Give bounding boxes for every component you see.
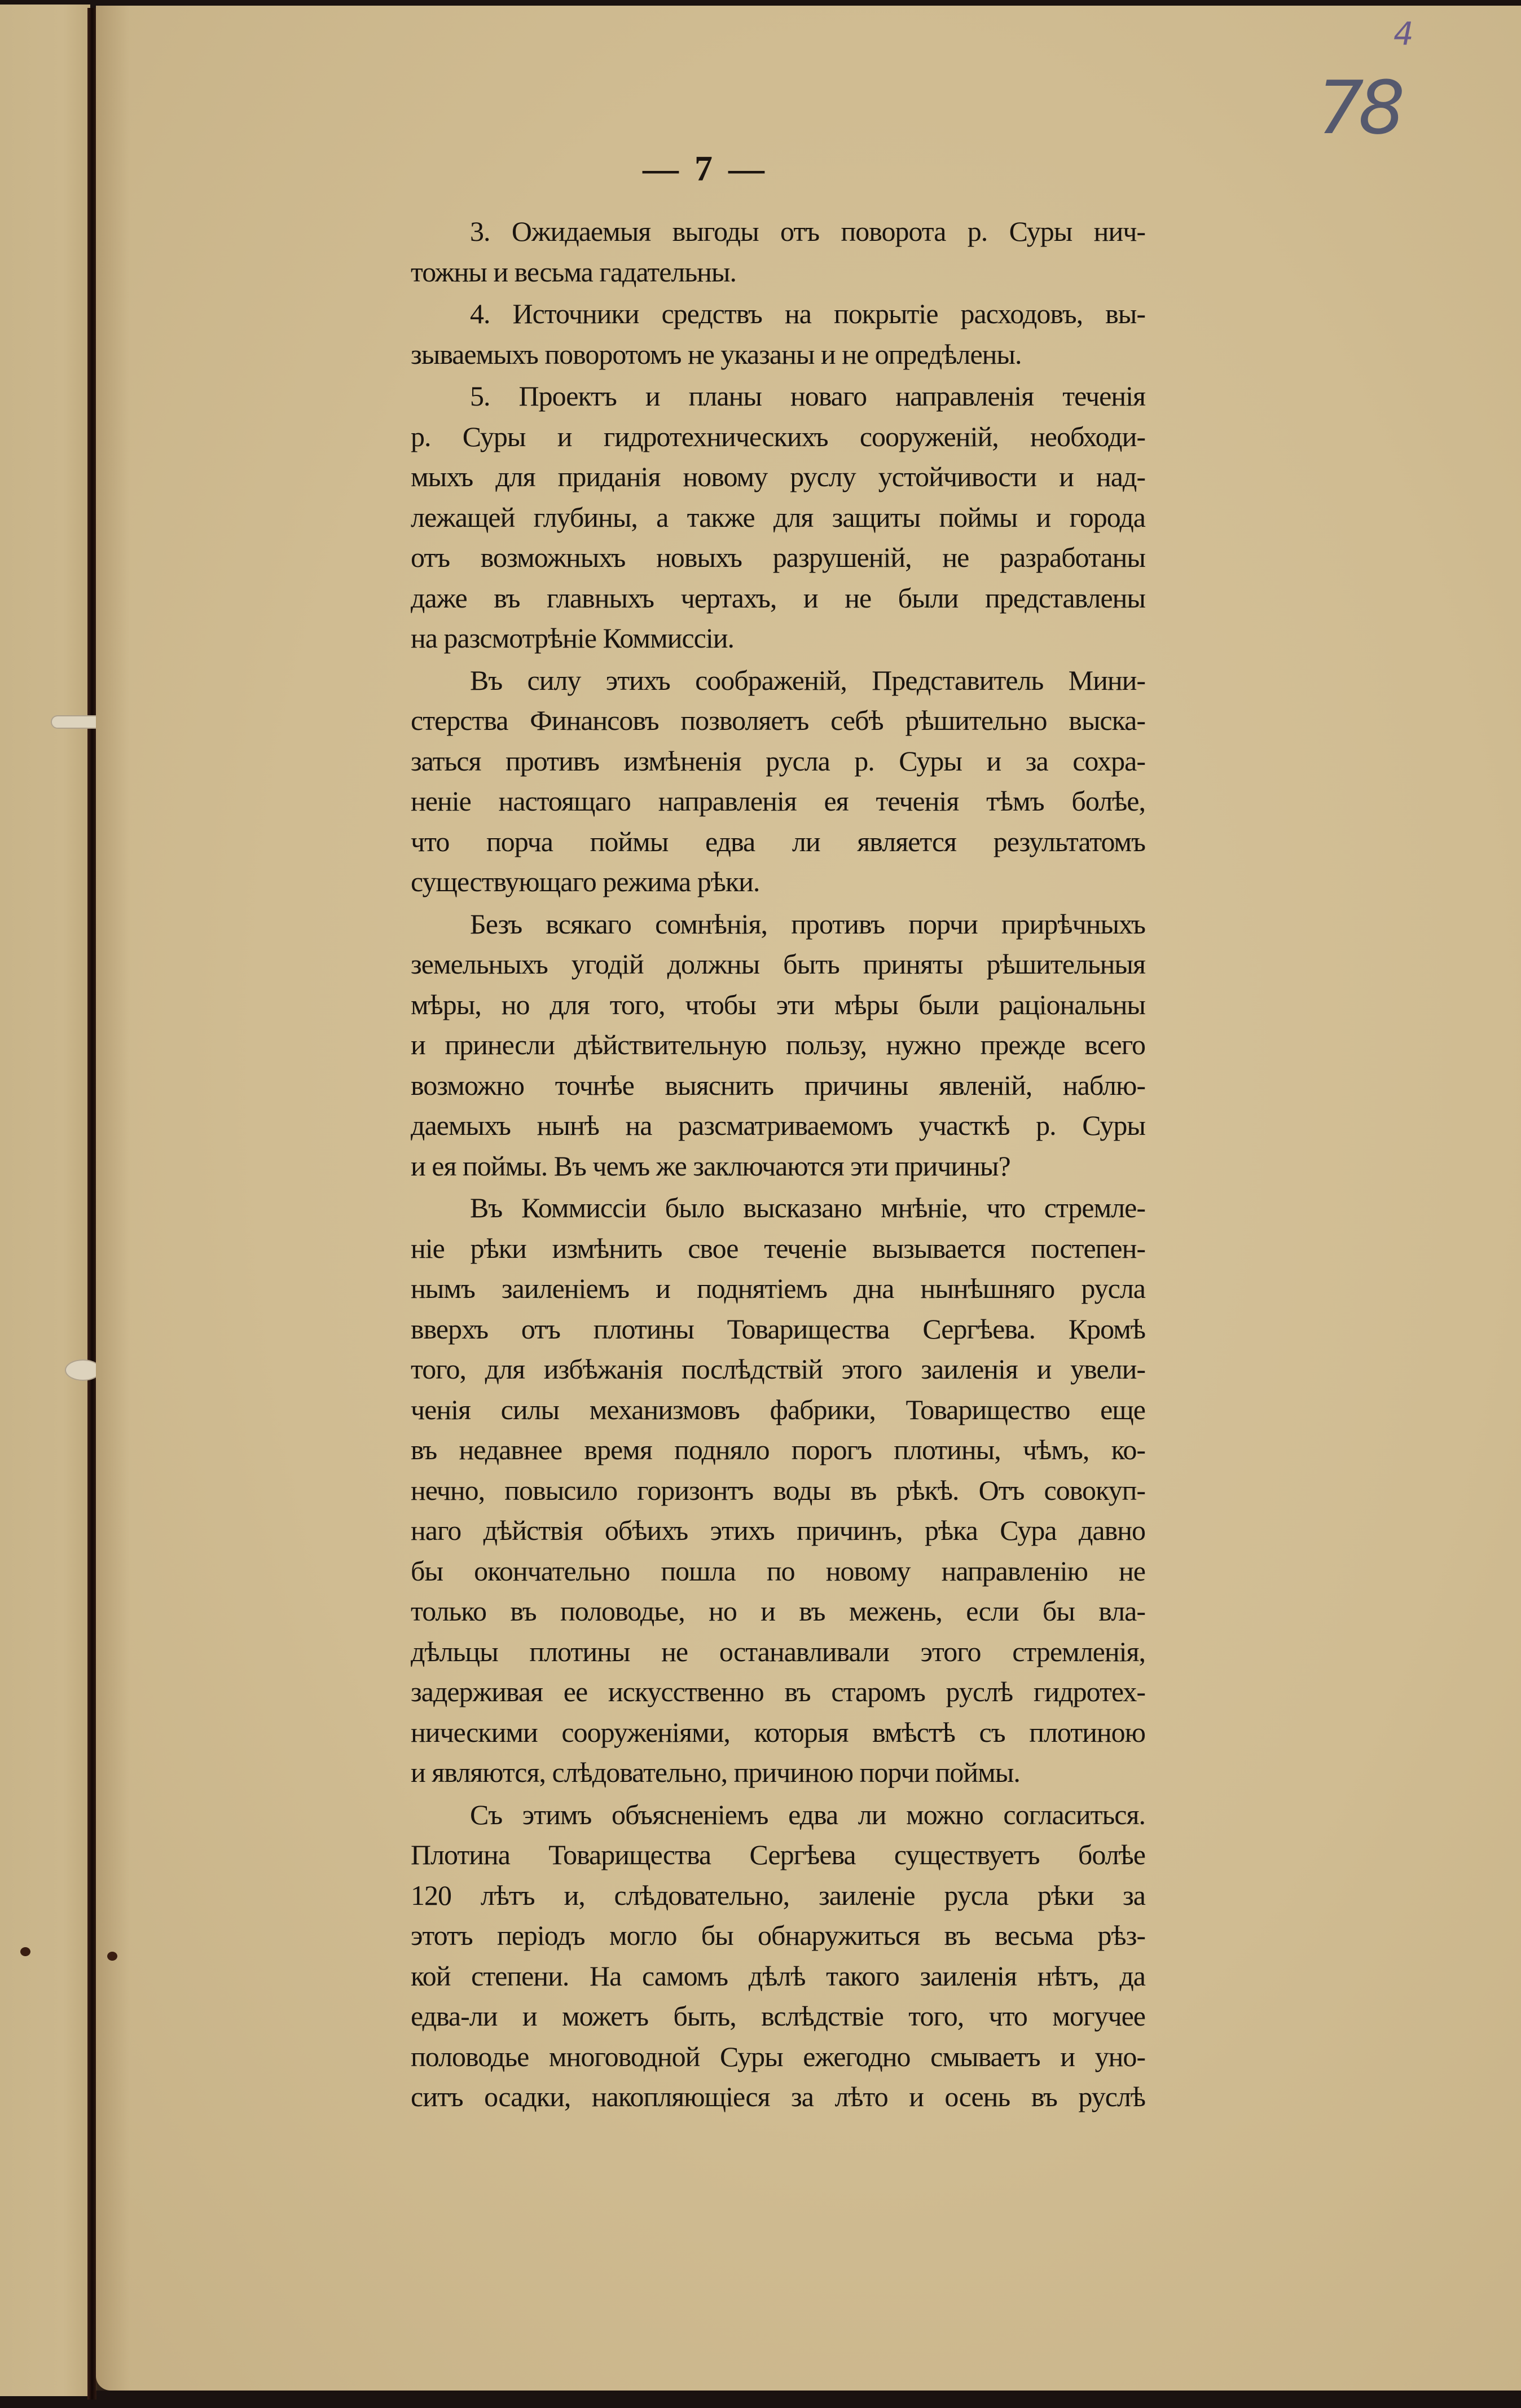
text-line: ченія силы механизмовъ фабрики, Товарищество еще [411, 1393, 1145, 1425]
text-line: вверхъ отъ плотины Товарищества Сергѣева. Кромѣ [411, 1313, 1145, 1345]
text-line: существующаго режима рѣки. [411, 866, 760, 897]
text-line: заться противъ измѣненія русла р. Суры и за сохра- [411, 745, 1145, 777]
text-line: нымъ заиленіемъ и поднятіемъ дна нынѣшняго русла [411, 1273, 1145, 1304]
text-line: стерства Финансовъ позволяетъ себѣ рѣшительно выска- [411, 705, 1145, 736]
paragraph [411, 1188, 1145, 1793]
archive-sheet-number-large: 78 [1317, 65, 1400, 151]
text-line: даемыхъ нынѣ на разсматриваемомъ участкѣ р. Суры [411, 1110, 1145, 1141]
archive-sheet-number-small: 4 [1393, 16, 1414, 52]
text-line: Въ Коммиссіи было высказано мнѣніе, что стремле- [470, 1192, 1145, 1223]
text-line: 4. Источники средствъ на покрытіе расходовъ, вы- [470, 298, 1145, 329]
text-line: мыхъ для приданія новому руслу устойчивости и над- [411, 461, 1145, 492]
text-line: кой степени. На самомъ дѣлѣ такого заиленія нѣтъ, да [411, 1960, 1145, 1992]
text-line: Съ этимъ объясненіемъ едва ли можно согласиться. [470, 1798, 1145, 1830]
paragraph [411, 376, 1145, 659]
text-line: неніе настоящаго направленія ея теченія тѣмъ болѣе, [411, 785, 1145, 817]
text-line: тожны и весьма гадательны. [411, 256, 737, 288]
binding-hole [20, 1947, 30, 1956]
text-line: и ея поймы. Въ чемъ же заключаются эти причины? [411, 1150, 1010, 1182]
text-line: только въ половодье, но и въ межень, если бы вла- [411, 1595, 1145, 1627]
text-line: р. Суры и гидротехническихъ сооруженій, необходи- [411, 420, 1145, 452]
paragraph [411, 661, 1145, 903]
text-line: 3. Ожидаемыя выгоды отъ поворота р. Суры нич- [470, 215, 1145, 247]
page-number: — 7 — [643, 148, 768, 188]
text-line: зываемыхъ поворотомъ не указаны и не опредѣлены. [411, 338, 1022, 370]
text-line: ническими сооруженіями, которыя вмѣстѣ съ плотиною [411, 1716, 1145, 1748]
text-line: на разсмотрѣніе Коммиссіи. [411, 622, 734, 654]
previous-page-edge [0, 5, 90, 2396]
text-line: ситъ осадки, накопляющіеся за лѣто и осень въ руслѣ [411, 2081, 1145, 2112]
paragraph [411, 212, 1145, 292]
text-line: Безъ всякаго сомнѣнія, противъ порчи прирѣчныхъ [470, 908, 1145, 940]
text-line: мѣры, но для того, чтобы эти мѣры были раціональны [411, 988, 1145, 1020]
book-spine [87, 8, 96, 2400]
text-line: едва-ли и можетъ быть, вслѣдствіе того, что могучее [411, 2000, 1145, 2032]
text-line: того, для избѣжанія послѣдствій этого заиленія и увели- [411, 1353, 1145, 1385]
binding-hole [107, 1952, 117, 1961]
text-line: этотъ періодъ могло бы обнаружиться въ весьма рѣз- [411, 1920, 1145, 1951]
text-line: 5. Проектъ и планы новаго направленія теченія [470, 380, 1145, 412]
text-line: половодье многоводной Суры ежегодно смываетъ и уно- [411, 2040, 1145, 2072]
paragraph [411, 1795, 1145, 2118]
text-line: задерживая ее искусственно въ старомъ руслѣ гидротех- [411, 1676, 1145, 1707]
text-line: что порча поймы едва ли является результатомъ [411, 825, 1145, 857]
text-line: Плотина Товарищества Сергѣева существуетъ болѣе [411, 1839, 1145, 1870]
text-line: и принесли дѣйствительную пользу, нужно прежде всего [411, 1029, 1145, 1060]
text-line: земельныхъ угодій должны быть приняты рѣшительныя [411, 948, 1145, 980]
text-line: отъ возможныхъ новыхъ разрушеній, не разработаны [411, 542, 1145, 573]
text-line: нечно, повысило горизонтъ воды въ рѣкѣ. Отъ совокуп- [411, 1474, 1145, 1506]
body-text [411, 212, 1145, 2118]
text-line: и являются, слѣдовательно, причиною порчи поймы. [411, 1757, 1020, 1788]
paragraph [411, 904, 1145, 1187]
text-line: дѣльцы плотины не останавливали этого стремленія, [411, 1635, 1145, 1667]
text-line: бы окончательно пошла по новому направленію не [411, 1555, 1145, 1587]
text-line: даже въ главныхъ чертахъ, и не были представлены [411, 582, 1145, 614]
text-line: возможно точнѣе выяснить причины явленій, наблю- [411, 1069, 1145, 1101]
paragraph [411, 294, 1145, 375]
text-line: наго дѣйствія обѣихъ этихъ причинъ, рѣка Сура давно [411, 1515, 1145, 1546]
text-line: Въ силу этихъ соображеній, Представитель Мини- [470, 664, 1145, 696]
text-line: ніе рѣки измѣнить свое теченіе вызывается постепен- [411, 1232, 1145, 1264]
text-line: лежащей глубины, а также для защиты поймы и города [411, 501, 1145, 533]
text-line: 120 лѣтъ и, слѣдовательно, заиленіе русла рѣки за [411, 1879, 1145, 1911]
text-line: въ недавнее время подняло порогъ плотины, чѣмъ, ко- [411, 1434, 1145, 1465]
